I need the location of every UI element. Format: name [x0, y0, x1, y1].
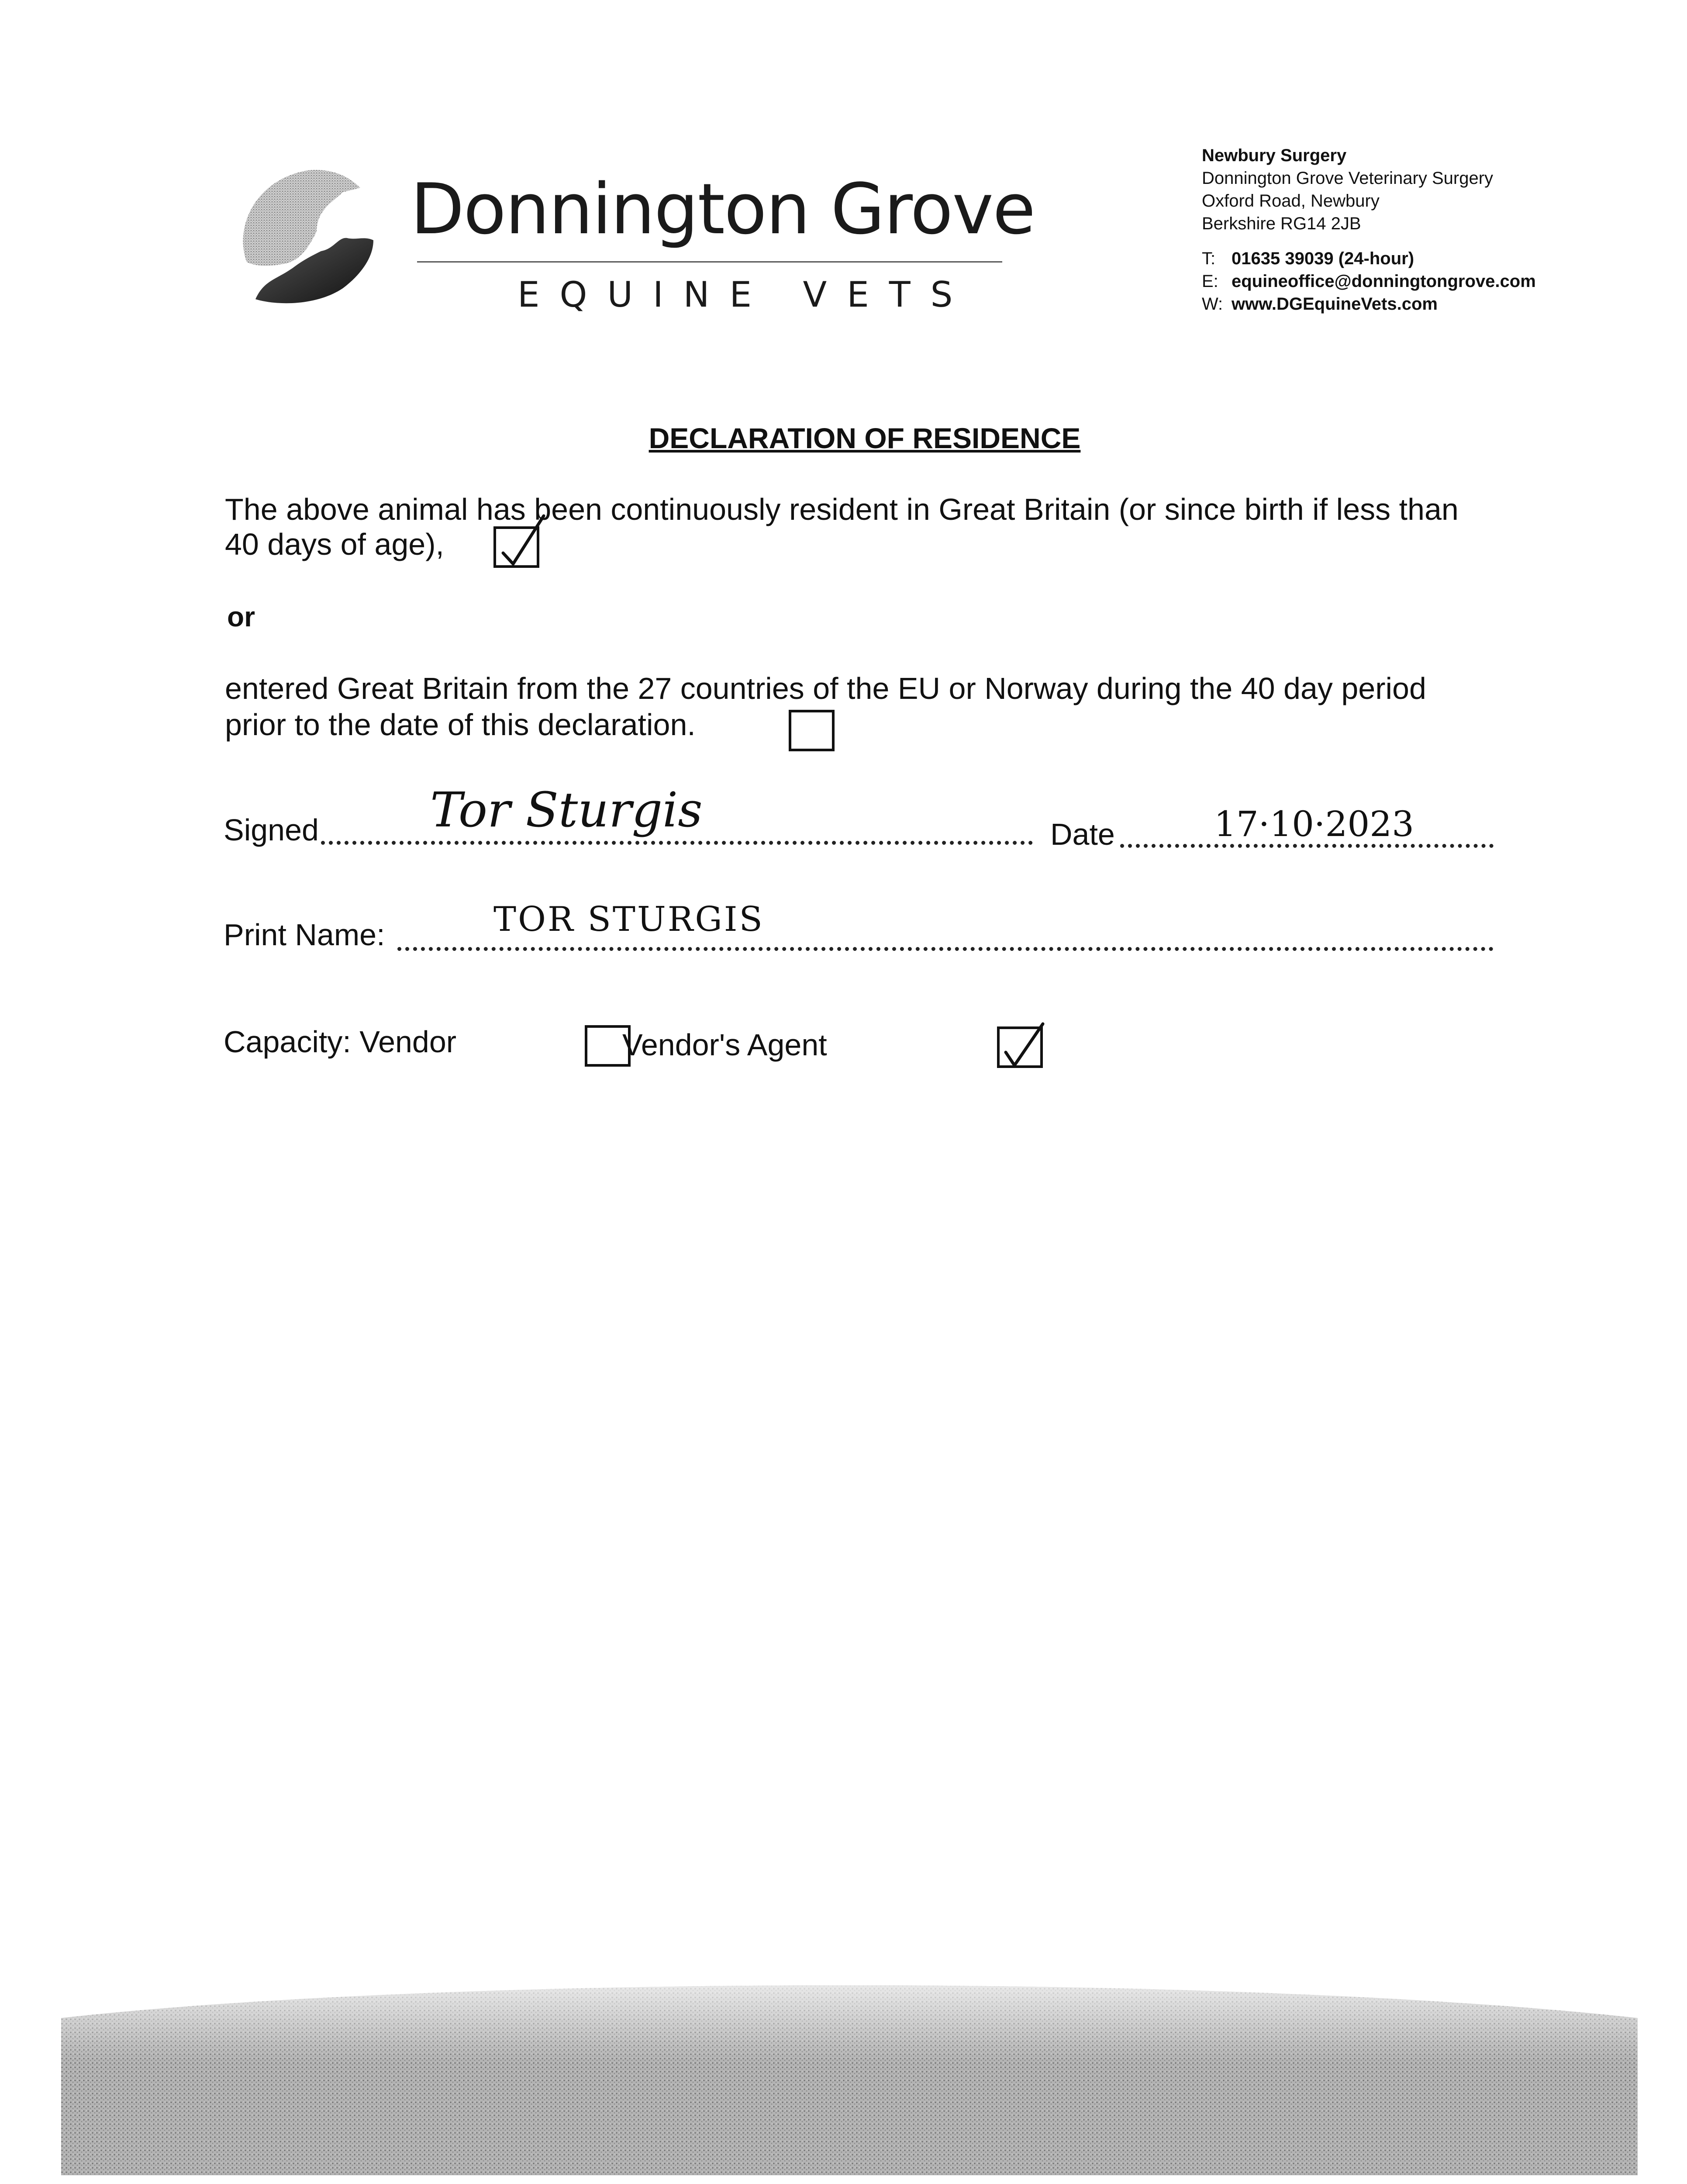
option1-text-a: The above animal has been continuously resident in Great Britain (or since birth if less than — [225, 492, 1459, 526]
page-title: DECLARATION OF RESIDENCE — [649, 422, 1081, 454]
signature-line — [321, 841, 1033, 845]
vendor-agent-label: Vendor's Agent — [622, 1028, 827, 1062]
checkmark-icon — [493, 511, 550, 573]
option1-text-b: 40 days of age), — [225, 527, 444, 561]
date-label: Date — [1050, 817, 1115, 851]
option2-text-b: prior to the date of this declaration. — [225, 708, 696, 742]
website: www.DGEquineVets.com — [1232, 294, 1438, 314]
signature: Tor Sturgis — [430, 782, 703, 838]
email-address: equineoffice@donningtongrove.com — [1232, 272, 1536, 291]
email-label: E: — [1202, 272, 1218, 291]
print-name-line — [397, 947, 1494, 951]
phone-label: T: — [1202, 249, 1216, 268]
web-label: W: — [1202, 294, 1223, 314]
entered-checkbox[interactable] — [789, 710, 835, 751]
checkmark-icon — [997, 1019, 1054, 1076]
brand-subtitle: EQUINE VETS — [517, 274, 973, 315]
print-name-value: TOR STURGIS — [493, 900, 764, 939]
brand-divider — [417, 261, 1002, 263]
capacity-label: Capacity: Vendor — [224, 1025, 457, 1059]
print-name-label: Print Name: — [224, 918, 385, 952]
resident-checkbox[interactable] — [493, 526, 539, 568]
date-line — [1120, 844, 1494, 848]
surgery-name: Newbury Surgery — [1202, 146, 1347, 165]
vendor-agent-checkbox[interactable] — [997, 1026, 1043, 1068]
address-line-3: Berkshire RG14 2JB — [1202, 214, 1361, 233]
date-value: 17·10·2023 — [1214, 804, 1414, 844]
option2-text-a: entered Great Britain from the 27 countries of the EU or Norway during the 40 day period — [225, 671, 1426, 705]
phone-number: 01635 39039 (24-hour) — [1232, 249, 1414, 268]
or-label: or — [227, 601, 255, 632]
address-line-1: Donnington Grove Veterinary Surgery — [1202, 169, 1494, 188]
signed-label: Signed — [224, 813, 319, 847]
globe-logo-icon — [229, 162, 386, 319]
footer-band — [61, 1966, 1638, 2175]
brand-name: Donnington Grove — [411, 168, 1035, 250]
address-line-2: Oxford Road, Newbury — [1202, 191, 1380, 211]
contact-block — [1202, 144, 1536, 315]
